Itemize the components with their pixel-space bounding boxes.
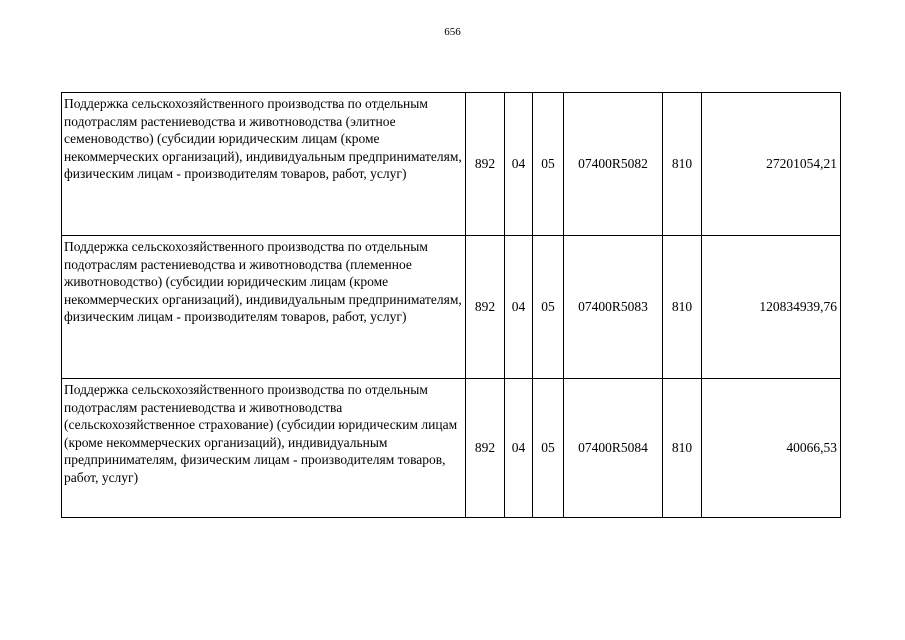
budget-table xyxy=(61,92,841,518)
subsection-code: 05 xyxy=(533,93,564,236)
row-amount: 120834939,76 xyxy=(702,236,841,379)
subsection-code: 05 xyxy=(533,379,564,518)
section-code: 04 xyxy=(505,379,533,518)
row-amount: 27201054,21 xyxy=(702,93,841,236)
table-row xyxy=(62,379,841,518)
target-article-code: 07400R5084 xyxy=(564,379,663,518)
expense-type-code: 810 xyxy=(663,236,702,379)
ministry-code: 892 xyxy=(466,236,505,379)
row-amount: 40066,53 xyxy=(702,379,841,518)
expense-type-code: 810 xyxy=(663,379,702,518)
row-description: Поддержка сельскохозяйственного производства по отдельным подотраслям растениеводства и животноводства (сельскохозяйственное страхование) (субсидии юридическим лицам (кроме некоммерческих организаций), индивидуальным предпринимателям, физическим лицам - производителям товаров, работ, услуг) xyxy=(62,379,466,518)
target-article-code: 07400R5083 xyxy=(564,236,663,379)
table-row xyxy=(62,236,841,379)
subsection-code: 05 xyxy=(533,236,564,379)
row-description: Поддержка сельскохозяйственного производства по отдельным подотраслям растениеводства и животноводства (элитное семеноводство) (субсидии юридическим лицам (кроме некоммерческих организаций), индивидуальным предпринимателям, физическим лицам - производителям товаров, работ, услуг) xyxy=(62,93,466,236)
table-row xyxy=(62,93,841,236)
ministry-code: 892 xyxy=(466,93,505,236)
expense-type-code: 810 xyxy=(663,93,702,236)
ministry-code: 892 xyxy=(466,379,505,518)
target-article-code: 07400R5082 xyxy=(564,93,663,236)
row-description: Поддержка сельскохозяйственного производства по отдельным подотраслям растениеводства и животноводства (племенное животноводство) (субсидии юридическим лицам (кроме некоммерческих организаций), индивидуальным предпринимателям, физическим лицам - производителям товаров, работ, услуг) xyxy=(62,236,466,379)
page-number: 656 xyxy=(444,26,461,38)
section-code: 04 xyxy=(505,236,533,379)
section-code: 04 xyxy=(505,93,533,236)
